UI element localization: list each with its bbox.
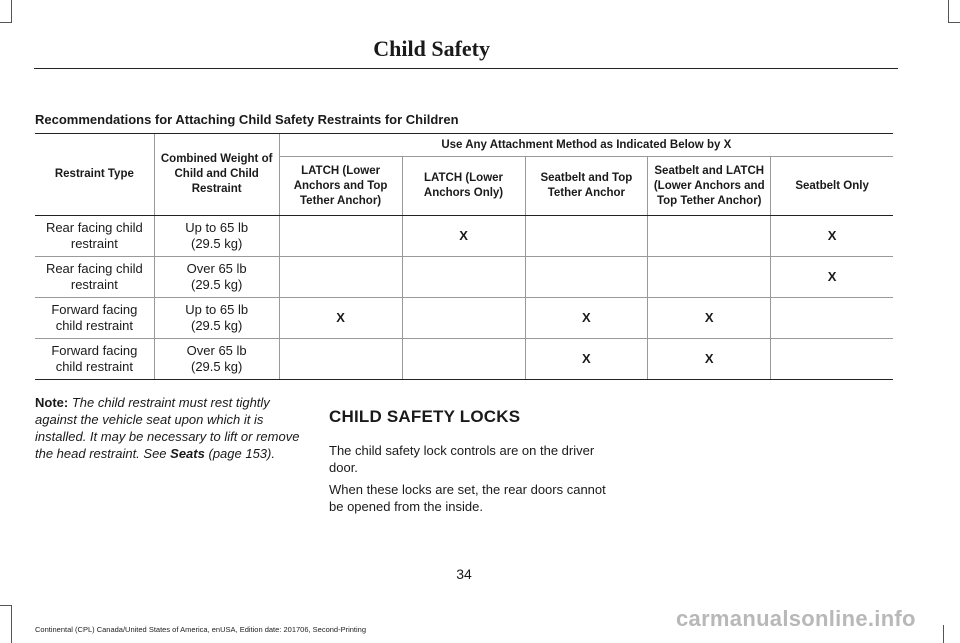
weight: Over 65 lb (29.5 kg) [154, 257, 279, 298]
note-text: The child restraint must rest tightly against the vehicle seat upon which it is installed. It may be necessary to lift or remove the head restraint. See [35, 395, 300, 461]
crop-mark [0, 22, 12, 23]
header-method: Seatbelt and LATCH (Lower Anchors and Top Tether Anchor) [648, 157, 771, 216]
mark-cell [525, 257, 648, 298]
recommendations-table [35, 133, 893, 380]
crop-mark [0, 605, 12, 606]
table-row [35, 257, 893, 298]
crop-mark [948, 22, 960, 23]
mark-cell [279, 216, 402, 257]
body-paragraph: When these locks are set, the rear doors cannot be opened from the inside. [329, 482, 606, 514]
note-page-ref: (page 153). [208, 446, 275, 461]
weight: Up to 65 lb (29.5 kg) [154, 216, 279, 257]
header-combined-weight: Combined Weight of Child and Child Restraint [154, 134, 279, 216]
header-attachment-method: Use Any Attachment Method as Indicated Below by X [279, 134, 893, 157]
page-footer: Continental (CPL) Canada/United States of America, enUSA, Edition date: 201706, Second-Printing [35, 625, 367, 634]
header-method: Seatbelt and Top Tether Anchor [525, 157, 648, 216]
note-label: Note: [35, 395, 69, 410]
mark-cell [771, 298, 893, 339]
restraint-type: Forward facing child restraint [35, 339, 154, 380]
table-row [35, 216, 893, 257]
mark-cell [402, 298, 525, 339]
header-method: LATCH (Lower Anchors Only) [402, 157, 525, 216]
weight: Up to 65 lb (29.5 kg) [154, 298, 279, 339]
table-row [35, 339, 893, 380]
mark-cell [771, 339, 893, 380]
header-rule [34, 68, 898, 69]
restraint-type: Rear facing child restraint [35, 257, 154, 298]
header-method: LATCH (Lower Anchors and Top Tether Anchor) [279, 157, 402, 216]
mark-cell: X [402, 216, 525, 257]
crop-mark [943, 625, 944, 643]
mark-cell [402, 257, 525, 298]
mark-cell [648, 216, 771, 257]
table-title: Recommendations for Attaching Child Safety Restraints for Children [35, 112, 459, 127]
mark-cell: X [771, 257, 893, 298]
crop-mark [11, 0, 12, 22]
crop-mark [11, 605, 12, 643]
note-paragraph [35, 394, 311, 462]
mark-cell: X [525, 298, 648, 339]
mark-cell: X [648, 339, 771, 380]
watermark: carmanualsonline.info [676, 606, 916, 631]
mark-cell [402, 339, 525, 380]
mark-cell [525, 216, 648, 257]
seats-link[interactable]: Seats [170, 446, 205, 461]
mark-cell [648, 257, 771, 298]
restraint-type: Rear facing child restraint [35, 216, 154, 257]
mark-cell: X [279, 298, 402, 339]
page-header: Child Safety [373, 36, 490, 61]
mark-cell: X [648, 298, 771, 339]
mark-cell [279, 257, 402, 298]
page-number: 34 [456, 566, 472, 582]
body-paragraph: The child safety lock controls are on the driver door. [329, 443, 595, 475]
header-method: Seatbelt Only [771, 157, 893, 216]
restraint-type: Forward facing child restraint [35, 298, 154, 339]
weight: Over 65 lb (29.5 kg) [154, 339, 279, 380]
mark-cell: X [771, 216, 893, 257]
header-restraint-type: Restraint Type [35, 134, 154, 216]
mark-cell [279, 339, 402, 380]
section-heading: CHILD SAFETY LOCKS [329, 407, 521, 426]
table-row [35, 298, 893, 339]
mark-cell: X [525, 339, 648, 380]
crop-mark [948, 0, 949, 22]
